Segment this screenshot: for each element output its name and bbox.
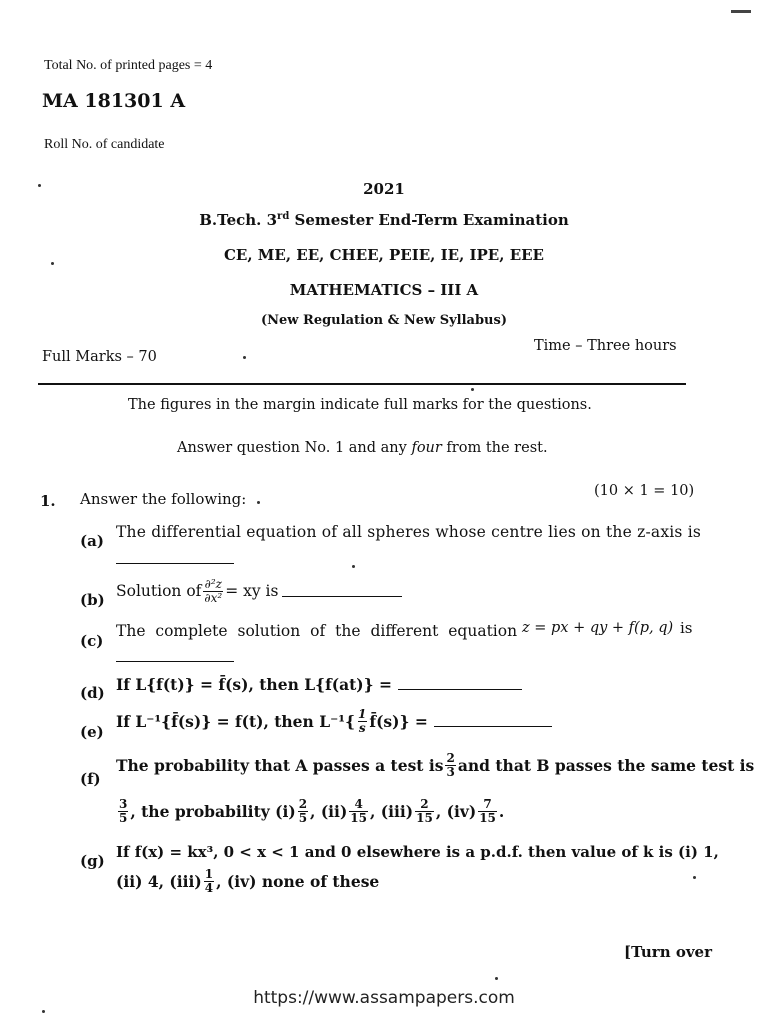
question-number: 1. [40, 492, 56, 510]
part-f-option-2-num: 4 [354, 797, 363, 811]
part-e-label: (e) [80, 723, 104, 741]
scan-speck [51, 262, 54, 265]
part-f-line1-pre: The probability that A passes a test is [116, 755, 444, 775]
paper-code: MA 181301 A [42, 90, 186, 112]
part-f-option-4-num: 7 [483, 797, 492, 811]
part-g-label: (g) [80, 852, 105, 870]
exam-title-prefix: B.Tech. 3 [199, 211, 278, 229]
part-c-is: is [680, 619, 693, 637]
exam-title-suffix: Semester End-Term Examination [289, 211, 569, 229]
part-g-num: 1 [204, 867, 214, 881]
part-b-text [116, 578, 402, 604]
part-a-label: (a) [80, 532, 104, 550]
part-f-option-2-den: 15 [350, 810, 367, 825]
source-url: https://www.assampapers.com [253, 988, 515, 1008]
part-b-blank [282, 586, 402, 597]
question-title: Answer the following: [80, 490, 247, 508]
instruction-answer-pre: Answer question No. 1 and any [177, 440, 412, 456]
part-f-opt-i-label: , the probability (i) [130, 801, 296, 821]
part-f-opt-iv-label: , (iv) [435, 801, 477, 821]
part-e-den: s [358, 720, 366, 735]
scan-speck [352, 565, 355, 568]
part-b-pre: Solution of [116, 582, 202, 601]
part-e-post: f̄(s)} = [369, 711, 428, 731]
part-f-option-4-den: 15 [479, 810, 496, 825]
subject-title: MATHEMATICS – III A [289, 281, 479, 299]
part-f-prob-a-den: 3 [446, 764, 455, 779]
part-g-line2 [116, 868, 379, 894]
part-a-text: The differential equation of all spheres whose centre lies on the z-axis is [116, 523, 702, 541]
scan-speck [42, 1010, 45, 1013]
scan-speck [495, 977, 498, 980]
part-c-text: The complete solution of the different equation [116, 622, 518, 640]
exam-year: 2021 [363, 180, 405, 198]
scan-speck [243, 356, 246, 359]
roll-number-label: Roll No. of candidate [44, 137, 165, 152]
question-marks: (10 × 1 = 10) [594, 483, 695, 499]
part-f-opt-ii-label: , (ii) [310, 801, 348, 821]
part-f-prob-b [118, 798, 128, 824]
regulation-note: (New Regulation & New Syllabus) [261, 313, 507, 328]
exam-title [0, 211, 768, 229]
part-e-pre: If L⁻¹{f̄(s)} = f(t), then L⁻¹{ [116, 711, 356, 731]
part-d-blank [398, 679, 522, 690]
part-f-prob-a-num: 2 [446, 751, 455, 765]
full-marks: Full Marks – 70 [42, 349, 157, 365]
part-c-label: (c) [80, 632, 104, 650]
part-c-equation: z = px + qy + f(p, q) [522, 620, 674, 636]
part-f-option-3-den: 15 [416, 810, 433, 825]
part-c-blank [116, 651, 234, 662]
scan-speck [471, 388, 474, 391]
part-d-stmt: If L{f(t)} = f̄(s), then L{f(at)} = [116, 675, 392, 694]
scan-speck [38, 184, 41, 187]
part-b-den: ∂x² [204, 590, 223, 605]
part-g-fraction [204, 868, 214, 894]
part-f-option-1 [298, 798, 308, 824]
part-e-num: 1 [358, 707, 367, 721]
scan-speck [257, 501, 260, 504]
part-f-option-1-num: 2 [298, 797, 308, 811]
part-f-prob-a [445, 752, 455, 778]
part-f-line2 [116, 798, 504, 824]
instruction-answer-em: four [411, 440, 442, 456]
part-f-option-3-num: 2 [420, 797, 429, 811]
part-f-end: . [498, 801, 505, 821]
part-g-den: 4 [204, 880, 214, 895]
part-f-opt-iii-label: , (iii) [370, 801, 414, 821]
part-f-line1-post: and that B passes the same test is [457, 755, 755, 775]
part-f-line1 [116, 752, 754, 778]
total-pages: Total No. of printed pages = 4 [44, 58, 213, 73]
exam-title-sup: rd [277, 211, 290, 222]
turn-over-label: [Turn over [624, 943, 712, 961]
part-f-prob-b-den: 5 [119, 810, 128, 825]
part-f-label: (f) [80, 770, 101, 788]
part-e-text [116, 708, 552, 734]
instruction-answer-post: from the rest. [441, 440, 548, 456]
part-f-option-1-den: 5 [298, 810, 308, 825]
part-f-option-2 [349, 798, 368, 824]
part-f-option-3 [415, 798, 434, 824]
part-a-blank [116, 553, 234, 564]
part-f-prob-b-num: 3 [119, 797, 128, 811]
part-g-line2-post: , (iv) none of these [216, 871, 380, 891]
part-e-fraction [357, 708, 367, 734]
part-f-option-4 [478, 798, 497, 824]
scan-edge-mark [731, 10, 751, 13]
time-allowed: Time – Three hours [534, 338, 677, 354]
part-g-line1: If f(x) = kx³, 0 < x < 1 and 0 elsewhere is a p.d.f. then value of k is (i) 1, [116, 843, 719, 861]
header-rule [38, 383, 686, 385]
part-d-text [116, 675, 522, 694]
instruction-answer [177, 440, 548, 456]
instruction-marks: The figures in the margin indicate full marks for the questions. [128, 397, 592, 413]
part-e-blank [434, 716, 552, 727]
part-b-label: (b) [80, 591, 105, 609]
part-g-line2-pre: (ii) 4, (iii) [116, 871, 202, 891]
part-b-fraction [203, 578, 223, 604]
part-d-label: (d) [80, 684, 105, 702]
scan-speck [693, 876, 696, 879]
part-b-post: = xy is [225, 582, 279, 601]
part-b-num: ∂²z [204, 577, 222, 591]
branches: CE, ME, EE, CHEE, PEIE, IE, IPE, EEE [223, 246, 544, 264]
